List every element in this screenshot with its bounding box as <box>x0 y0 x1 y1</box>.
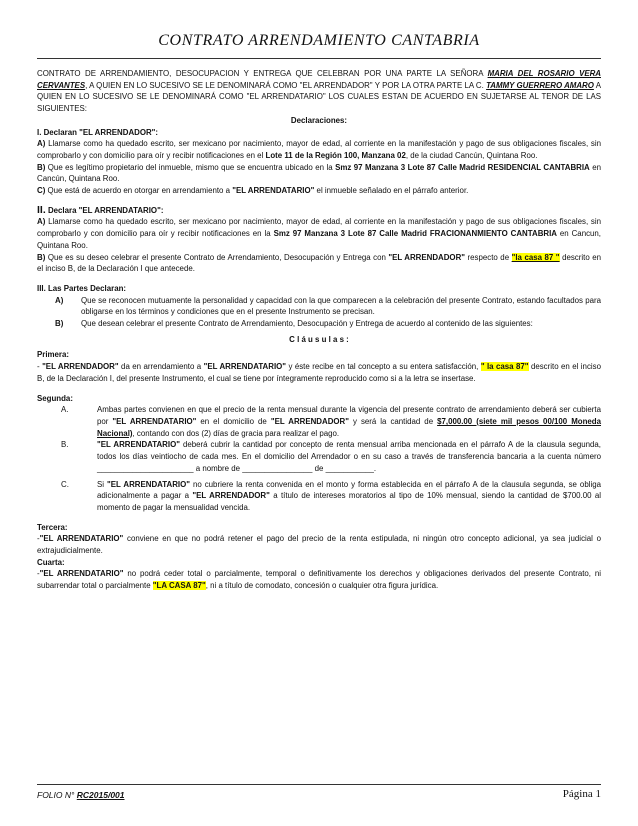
declaraciones-heading: Declaraciones: <box>290 115 348 125</box>
sec2-heading: II. Declara "EL ARRENDATARIO": <box>37 203 164 216</box>
sec1-item-a: A) Llamarse como ha quedado escrito, ser mexicano por nacimiento, mayor de edad, al corriente en la manifestación y pago de sus obligaciones fiscales, sin comprobarlo y con domicilio para oír y recibir notificaciones en el Lote 11 de la Región 100, Manzana 02, de la ciudad Cancún, Quintana Roo. <box>37 139 601 160</box>
cuarta-text: -"EL ARRENDATARIO" no podrá ceder total o parcialmente, temporal o definitivamente los derechos y obligaciones derivados del presente Contrato, ni subarrendar total o parcialmente "LA CASA 87", ni a título de comodato, concesión o cualquier otra figura jurídica. <box>37 569 601 591</box>
sec3-item-a: A) Que se reconocen mutuamente la personalidad y capacidad con la que comparecen a la celebración del presente Contrato, estando facultados para obligarse en los términos y condiciones que en el presente Instrumento se precisan. <box>55 295 601 317</box>
footer-rule <box>37 784 601 785</box>
sec3-heading: III. Las Partes Declaran: <box>37 283 127 293</box>
segunda-item-a: A. Ambas partes convienen en que el precio de la renta mensual durante la vigencia del presente contrato de arrendamiento deberá ser cubierta por "EL ARRENDATARIO" en el domicilio de "EL ARRENDADOR" y será la cantidad de $7,000.00 (siete mil pesos 00/100 Moneda Nacional), contando con dos (2) días de gracia para realizar el pago. <box>61 405 602 438</box>
sec2-item-b: B) Que es su deseo celebrar el presente Contrato de Arrendamiento, Desocupación y Entrega con "EL ARRENDADOR" respecto de "la casa 87 " descrito en el inciso B, de la Declaración I que antecede. <box>37 252 601 274</box>
cuarta-heading: Cuarta: <box>37 557 65 567</box>
sec2-item-a: A) Llamarse como ha quedado escrito, ser mexicano por nacimiento, mayor de edad, al corriente en la manifestación y pago de sus obligaciones fiscales, sin comprobarlo y con domicilio para oír y recibir notificaciones en la Smz 97 Manzana 3 Lote 87 Calle Madrid FRACIONANMIENTO CANTABRIA en Cancun, Quintana Roo. <box>37 217 602 250</box>
highlight-casa-87: "LA CASA 87" <box>152 581 206 591</box>
folio-number: RC2015/001 <box>76 790 125 800</box>
lessor-name: MARIA DEL ROSARIO VERA CERVANTES <box>37 69 601 90</box>
tercera-text: -"EL ARRENDATARIO" conviene en que no podrá retener el pago del precio de la renta estipulada, ni ningún otro concepto adicional, ya sea judicial o extrajudicialmente. <box>37 534 601 556</box>
segunda-item-c: C. Si "EL ARRENDATARIO" no cubriere la renta convenida en el monto y forma establecida en el párrafo A de la clausula segunda, se obliga adicionalmente a pagar a "EL ARRENDADOR" a título de intereses moratorios al tipo de 10% mensual, siendo la cantidad de $700.00 al momento de pagar la mensualidad vencida. <box>61 479 601 512</box>
folio: FOLIO N° RC2015/001 <box>37 790 125 800</box>
primera-heading: Primera: <box>37 350 70 360</box>
document-title: CONTRATO ARRENDAMIENTO CANTABRIA <box>158 32 480 49</box>
intro-paragraph: CONTRATO DE ARRENDAMIENTO, DESOCUPACION Y ENTREGA QUE CELEBRAN POR UNA PARTE LA SEÑORA MARIA DEL ROSARIO VERA CERVANTES, A QUIEN EN LO SUCESIVO SE LE DENOMINARÁ COMO "EL ARRENDADOR" Y POR LA OTRA PARTE LA C. TAMMY GUERRERO AMARO A QUIEN EN LO SUCESIVO SE LE DENOMINARÁ COMO "EL ARRENDATARIO" LOS CUALES ESTAN DE ACUERDO EN SUJETARSE AL TENOR DE LAS SIGUIENTES: <box>37 69 601 114</box>
page-number: Página 1 <box>562 788 601 800</box>
tercera-heading: Tercera: <box>37 522 68 532</box>
primera-text: - "EL ARRENDADOR" da en arrendamiento a "EL ARRENDATARIO" y éste recibe en tal concepto a su entera satisfacción, " la casa 87" descrito en el inciso B, de la Declaración I, del presente Instrumento, el cual se tiene por íntegramente reproducido como si a la letra se insertase. <box>37 362 601 383</box>
header-rule <box>37 58 601 59</box>
sec1-item-c: C) Que está de acuerdo en otorgar en arrendamiento a "EL ARRENDATARIO" el inmueble señalado en el párrafo anterior. <box>37 186 469 196</box>
highlight-casa-87: " la casa 87" <box>480 362 529 372</box>
sec1-item-b: B) Que es legítimo propietario del inmueble, mismo que se encuentra ubicado en la Smz 97 Manzana 3 Lote 87 Calle Madrid RESIDENCIAL CANTABRIA en Cancún, Quintana Roo. <box>37 162 601 184</box>
sec1-heading: I. Declaran "EL ARRENDADOR": <box>37 127 159 137</box>
segunda-heading: Segunda: <box>37 393 73 403</box>
clausulas-heading: C l á u s u l a s : <box>289 334 349 344</box>
sec3-item-b: B) Que desean celebrar el presente Contrato de Arrendamiento, Desocupación y Entrega de acuerdo al contenido de las siguientes: <box>55 319 533 329</box>
highlight-casa-87: "la casa 87 " <box>511 252 560 262</box>
lessee-name: TAMMY GUERRERO AMARO <box>486 80 594 90</box>
segunda-item-b: B. "EL ARRENDATARIO" deberá cubrir la cantidad por concepto de renta mensual arriba mencionada en el párrafo A de la clausula segunda, todos los días veintiocho de cada mes. En el domicilio del Arrendador o en su caso a través de transferencia bancaria a la cuenta número ______________________ a nombre de ________________ de ___________. <box>61 440 601 473</box>
rent-amount: $7,000.00 (siete mil pesos 00/100 Moneda Nacional) <box>97 416 602 438</box>
document-body <box>37 68 601 592</box>
